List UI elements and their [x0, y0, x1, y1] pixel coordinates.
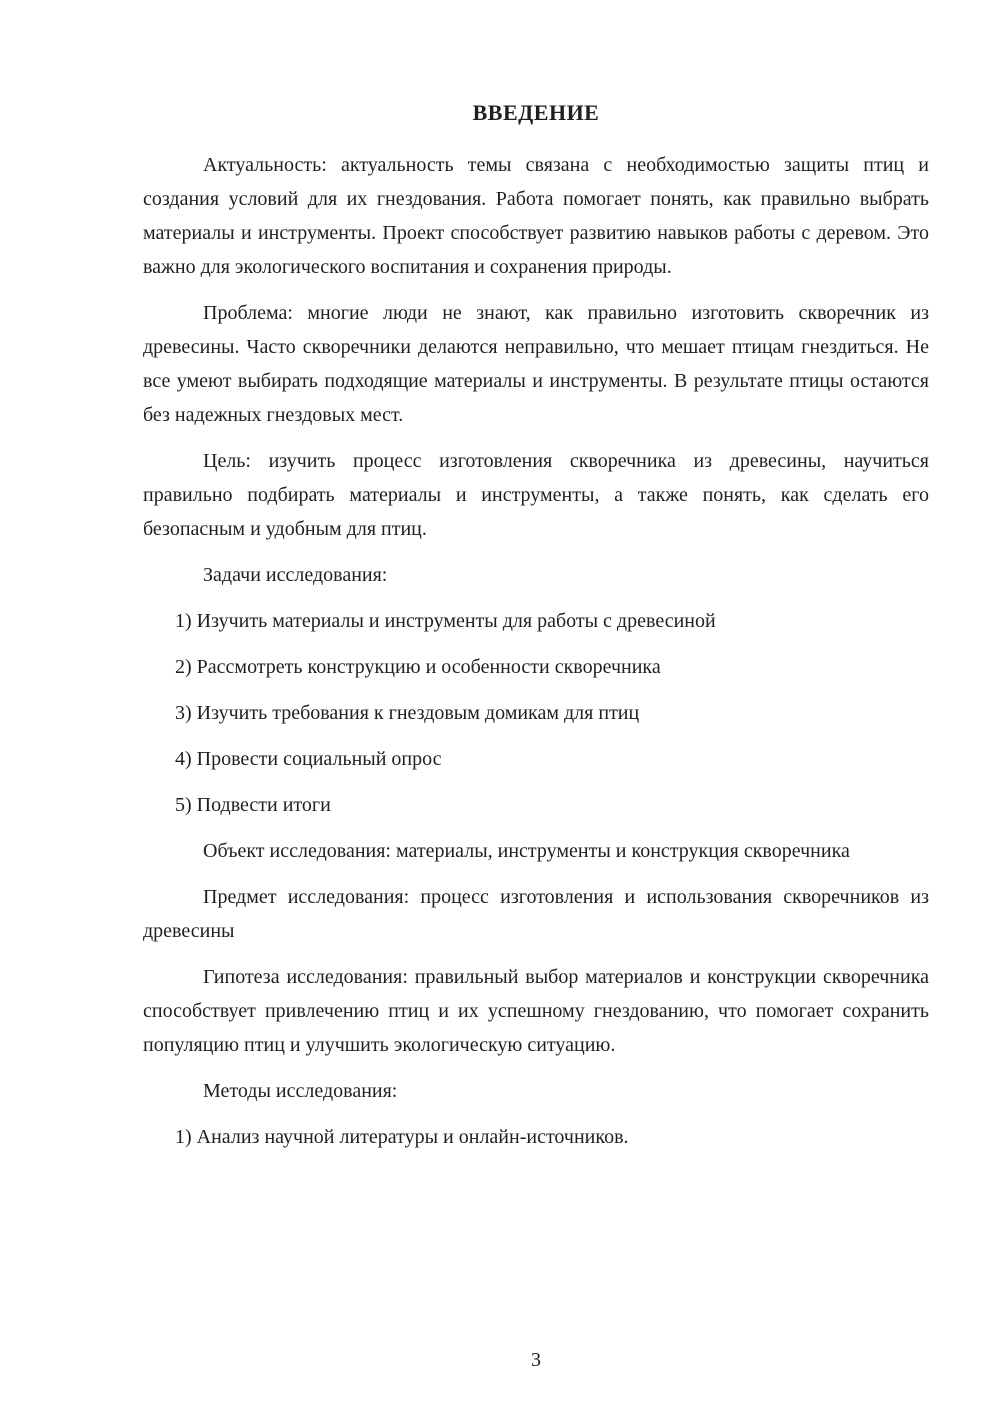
paragraph-tasks-heading: Задачи исследования:	[203, 564, 388, 586]
paragraph-hypothesis: Гипотеза исследования: правильный выбор материалов и конструкции скворечника способствует привлечению птиц и их успешному гнездованию, что помогает сохранить популяцию птиц и улучшить экологическую ситуацию.	[143, 966, 929, 1056]
list-item-task-1: 1) Изучить материалы и инструменты для работы с древесиной	[175, 610, 716, 632]
page-number: 3	[531, 1349, 541, 1371]
paragraph-subject: Предмет исследования: процесс изготовления и использования скворечников из древесины	[143, 886, 929, 942]
section-title: ВВЕДЕНИЕ	[472, 100, 600, 125]
list-item-task-2: 2) Рассмотреть конструкцию и особенности скворечника	[175, 656, 661, 678]
paragraph-problem: Проблема: многие люди не знают, как правильно изготовить скворечник из древесины. Часто скворечники делаются неправильно, что мешает птицам гнездиться. Не все умеют выбирать подходящие материалы и инструменты. В результате птицы остаются без надежных гнездовых мест.	[143, 302, 929, 426]
list-item-method-1: 1) Анализ научной литературы и онлайн-источников.	[175, 1126, 629, 1148]
list-item-task-4: 4) Провести социальный опрос	[175, 748, 442, 770]
paragraph-goal: Цель: изучить процесс изготовления скворечника из древесины, научиться правильно подбирать материалы и инструменты, а также понять, как сделать его безопасным и удобным для птиц.	[143, 450, 929, 540]
paragraph-relevance: Актуальность: актуальность темы связана с необходимостью защиты птиц и создания условий для их гнездования. Работа помогает понять, как правильно выбрать материалы и инструменты. Проект способствует развитию навыков работы с деревом. Это важно для экологического воспитания и сохранения природы.	[143, 154, 929, 278]
list-item-task-5: 5) Подвести итоги	[175, 794, 331, 816]
paragraph-object: Объект исследования: материалы, инструменты и конструкция скворечника	[203, 840, 850, 862]
list-item-task-3: 3) Изучить требования к гнездовым домикам для птиц	[175, 702, 640, 724]
paragraph-methods-heading: Методы исследования:	[203, 1080, 398, 1102]
